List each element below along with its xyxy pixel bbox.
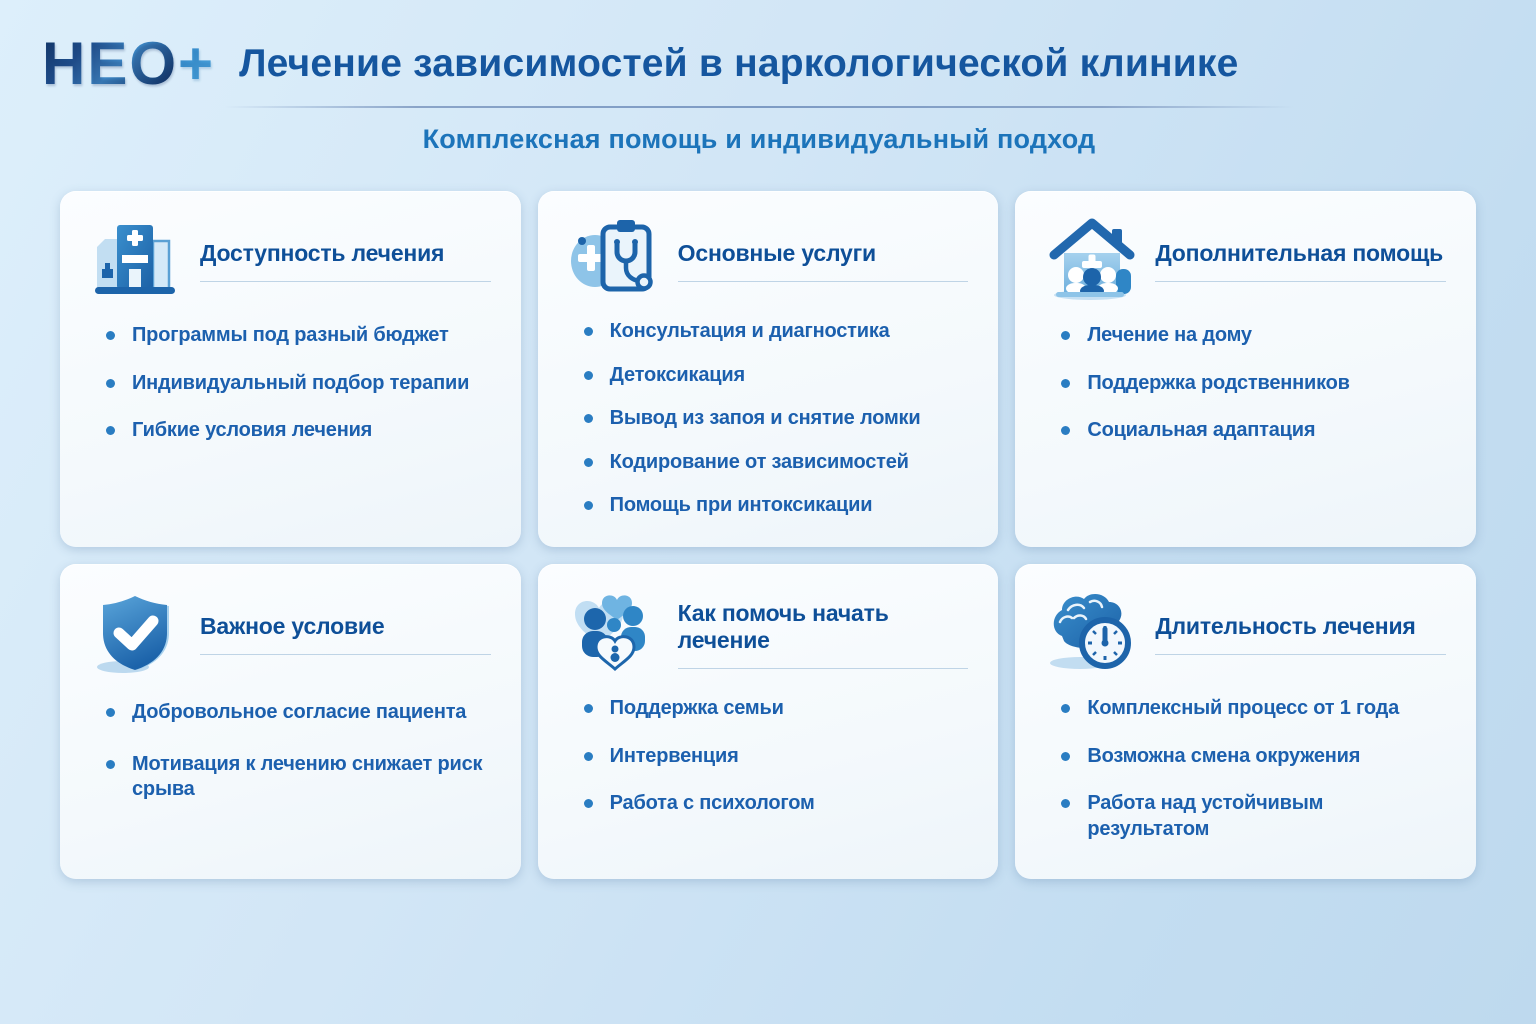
clipboard-stethoscope-icon [568, 217, 662, 301]
card-important-condition [60, 564, 521, 879]
list-item: Поддержка родственников [1059, 371, 1446, 397]
page-header [0, 0, 1536, 155]
header-divider [224, 106, 1294, 108]
list-item: Поддержка семьи [582, 696, 969, 722]
card-how-to-start [538, 564, 999, 879]
house-medical-family-icon [1045, 217, 1139, 301]
card-bullet-list [90, 700, 491, 803]
card-head-text [200, 609, 491, 655]
card-duration [1015, 564, 1476, 879]
card-title-divider [1155, 281, 1446, 282]
list-item: Программы под разный бюджет [104, 323, 491, 349]
card-head-text [1155, 236, 1446, 282]
card-title: Важное условие [200, 613, 385, 639]
list-item: Помощь при интоксикации [582, 493, 969, 519]
list-item: Возможна смена окружения [1059, 744, 1446, 770]
card-head [90, 217, 491, 301]
list-item: Социальная адаптация [1059, 418, 1446, 444]
family-heart-icon [568, 590, 662, 674]
card-title: Доступность лечения [200, 240, 445, 266]
card-bullet-list [90, 323, 491, 444]
page-title: Лечение зависимостей в наркологической клинике [239, 42, 1239, 85]
card-head-text [1155, 609, 1446, 655]
card-title: Дополнительная помощь [1155, 240, 1444, 266]
card-head [1045, 590, 1446, 674]
card-title-divider [200, 654, 491, 655]
card-head [568, 590, 969, 674]
card-title: Длительность лечения [1155, 613, 1416, 639]
list-item: Комплексный процесс от 1 года [1059, 696, 1446, 722]
card-head [90, 590, 491, 674]
shield-check-icon [90, 590, 184, 674]
card-extra-help [1015, 191, 1476, 547]
list-item: Интервенция [582, 744, 969, 770]
card-services [538, 191, 999, 547]
card-title: Основные услуги [677, 240, 876, 266]
list-item: Лечение на дому [1059, 323, 1446, 349]
cards-grid [60, 191, 1476, 879]
logo-text-neo: НЕО [42, 30, 179, 97]
list-item: Добровольное согласие пациента [104, 700, 491, 726]
card-title-divider [1155, 654, 1446, 655]
list-item: Индивидуальный подбор терапии [104, 371, 491, 397]
card-bullet-list [568, 696, 969, 817]
card-head-text [200, 236, 491, 282]
list-item: Консультация и диагностика [582, 319, 969, 345]
list-item: Кодирование от зависимостей [582, 450, 969, 476]
list-item: Работа над устойчивым результатом [1059, 791, 1446, 842]
card-head [568, 217, 969, 301]
card-availability [60, 191, 521, 547]
list-item: Гибкие условия лечения [104, 418, 491, 444]
list-item: Вывод из запоя и снятие ломки [582, 406, 969, 432]
card-title-divider [678, 668, 969, 669]
brain-clock-icon [1045, 590, 1139, 674]
list-item: Работа с психологом [582, 791, 969, 817]
page-subtitle: Комплексная помощь и индивидуальный подход [422, 124, 1096, 154]
logo-plus-icon: + [178, 30, 216, 97]
list-item: Мотивация к лечению снижает риск срыва [104, 752, 491, 803]
card-title-divider [200, 281, 491, 282]
card-bullet-list [568, 319, 969, 519]
clinic-logo [42, 30, 216, 97]
card-bullet-list [1045, 696, 1446, 842]
brand-row [42, 30, 1476, 97]
card-head-text [678, 236, 969, 282]
card-head-text [678, 596, 969, 669]
card-bullet-list [1045, 323, 1446, 444]
card-title-divider [678, 281, 969, 282]
hospital-icon [90, 217, 184, 301]
card-head [1045, 217, 1446, 301]
list-item: Детоксикация [582, 363, 969, 389]
card-title: Как помочь начать лечение [677, 599, 889, 653]
